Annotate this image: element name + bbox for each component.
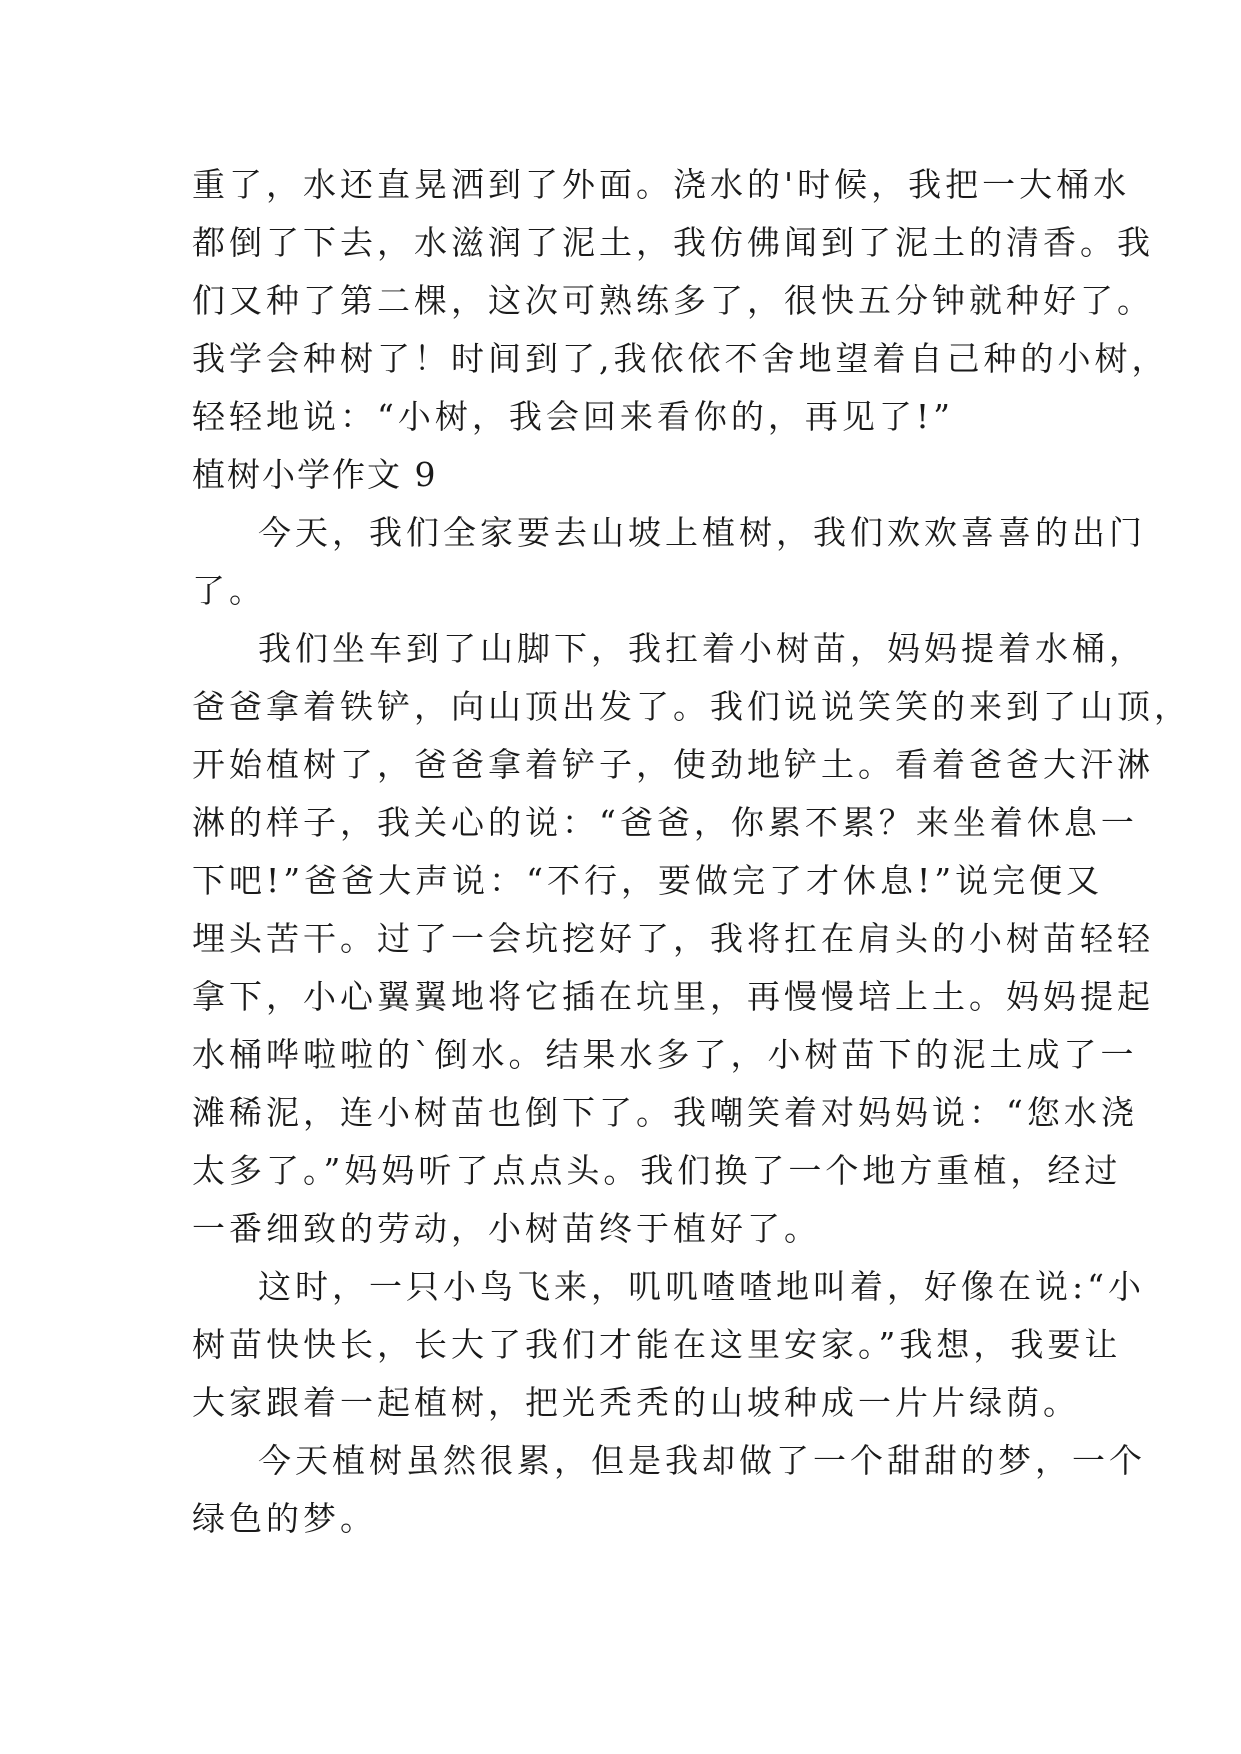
text-line: 绿色的梦。 bbox=[192, 1499, 377, 1538]
text-line: 重了，水还直晃洒到了外面。浇水的'时候，我把一大桶水 bbox=[192, 165, 1131, 204]
text-line: 太多了。”妈妈听了点点头。我们换了一个地方重植，经过 bbox=[192, 1151, 1122, 1190]
text-line: 都倒了下去，水滋润了泥土，我仿佛闻到了泥土的清香。我 bbox=[192, 223, 1154, 262]
continued-paragraph bbox=[192, 156, 1169, 446]
text-line: 开始植树了，爸爸拿着铲子，使劲地铲土。看着爸爸大汗淋 bbox=[192, 745, 1154, 784]
text-line: 我们坐车到了山脚下，我扛着小树苗，妈妈提着水桶， bbox=[258, 629, 1146, 668]
text-line: 拿下，小心翼翼地将它插在坑里，再慢慢培上土。妈妈提起 bbox=[192, 977, 1154, 1016]
text-line: 水桶哗啦啦的`倒水。结果水多了，小树苗下的泥土成了一 bbox=[192, 1035, 1138, 1074]
paragraph-3 bbox=[192, 1258, 1145, 1432]
text-line: 今天，我们全家要去山坡上植树，我们欢欢喜喜的出门 bbox=[258, 513, 1146, 552]
text-line: 滩稀泥，连小树苗也倒下了。我嘲笑着对妈妈说：“您水浇 bbox=[192, 1093, 1138, 1132]
document-body bbox=[192, 156, 1191, 1548]
paragraph-4 bbox=[192, 1432, 1146, 1548]
text-line: 埋头苦干。过了一会坑挖好了，我将扛在肩头的小树苗轻轻 bbox=[192, 919, 1154, 958]
text-line: 今天植树虽然很累，但是我却做了一个甜甜的梦，一个 bbox=[258, 1441, 1146, 1480]
essay-title: 植树小学作文 9 bbox=[192, 455, 438, 494]
text-line: 淋的样子，我关心的说：“爸爸，你累不累？来坐着休息一 bbox=[192, 803, 1138, 842]
text-line: 树苗快快长，长大了我们才能在这里安家。”我想，我要让 bbox=[192, 1325, 1122, 1364]
text-line: 爸爸拿着铁铲，向山顶出发了。我们说说笑笑的来到了山顶， bbox=[192, 687, 1191, 726]
text-line: 这时，一只小鸟飞来，叽叽喳喳地叫着，好像在说:“小 bbox=[258, 1267, 1145, 1306]
paragraph-2 bbox=[192, 620, 1191, 1258]
text-line: 下吧!”爸爸大声说：“不行，要做完了才休息!”说完便又 bbox=[192, 861, 1104, 900]
text-line: 了。 bbox=[192, 571, 266, 610]
text-line: 一番细致的劳动，小树苗终于植好了。 bbox=[192, 1209, 821, 1248]
text-line: 我学会种树了！时间到了,我依依不舍地望着自己种的小树， bbox=[192, 339, 1169, 378]
text-line: 大家跟着一起植树，把光秃秃的山坡种成一片片绿荫。 bbox=[192, 1383, 1080, 1422]
text-line: 们又种了第二棵，这次可熟练多了，很快五分钟就种好了。 bbox=[192, 281, 1154, 320]
paragraph-1 bbox=[192, 504, 1146, 620]
text-line: 轻轻地说：“小树，我会回来看你的，再见了!” bbox=[192, 397, 955, 436]
